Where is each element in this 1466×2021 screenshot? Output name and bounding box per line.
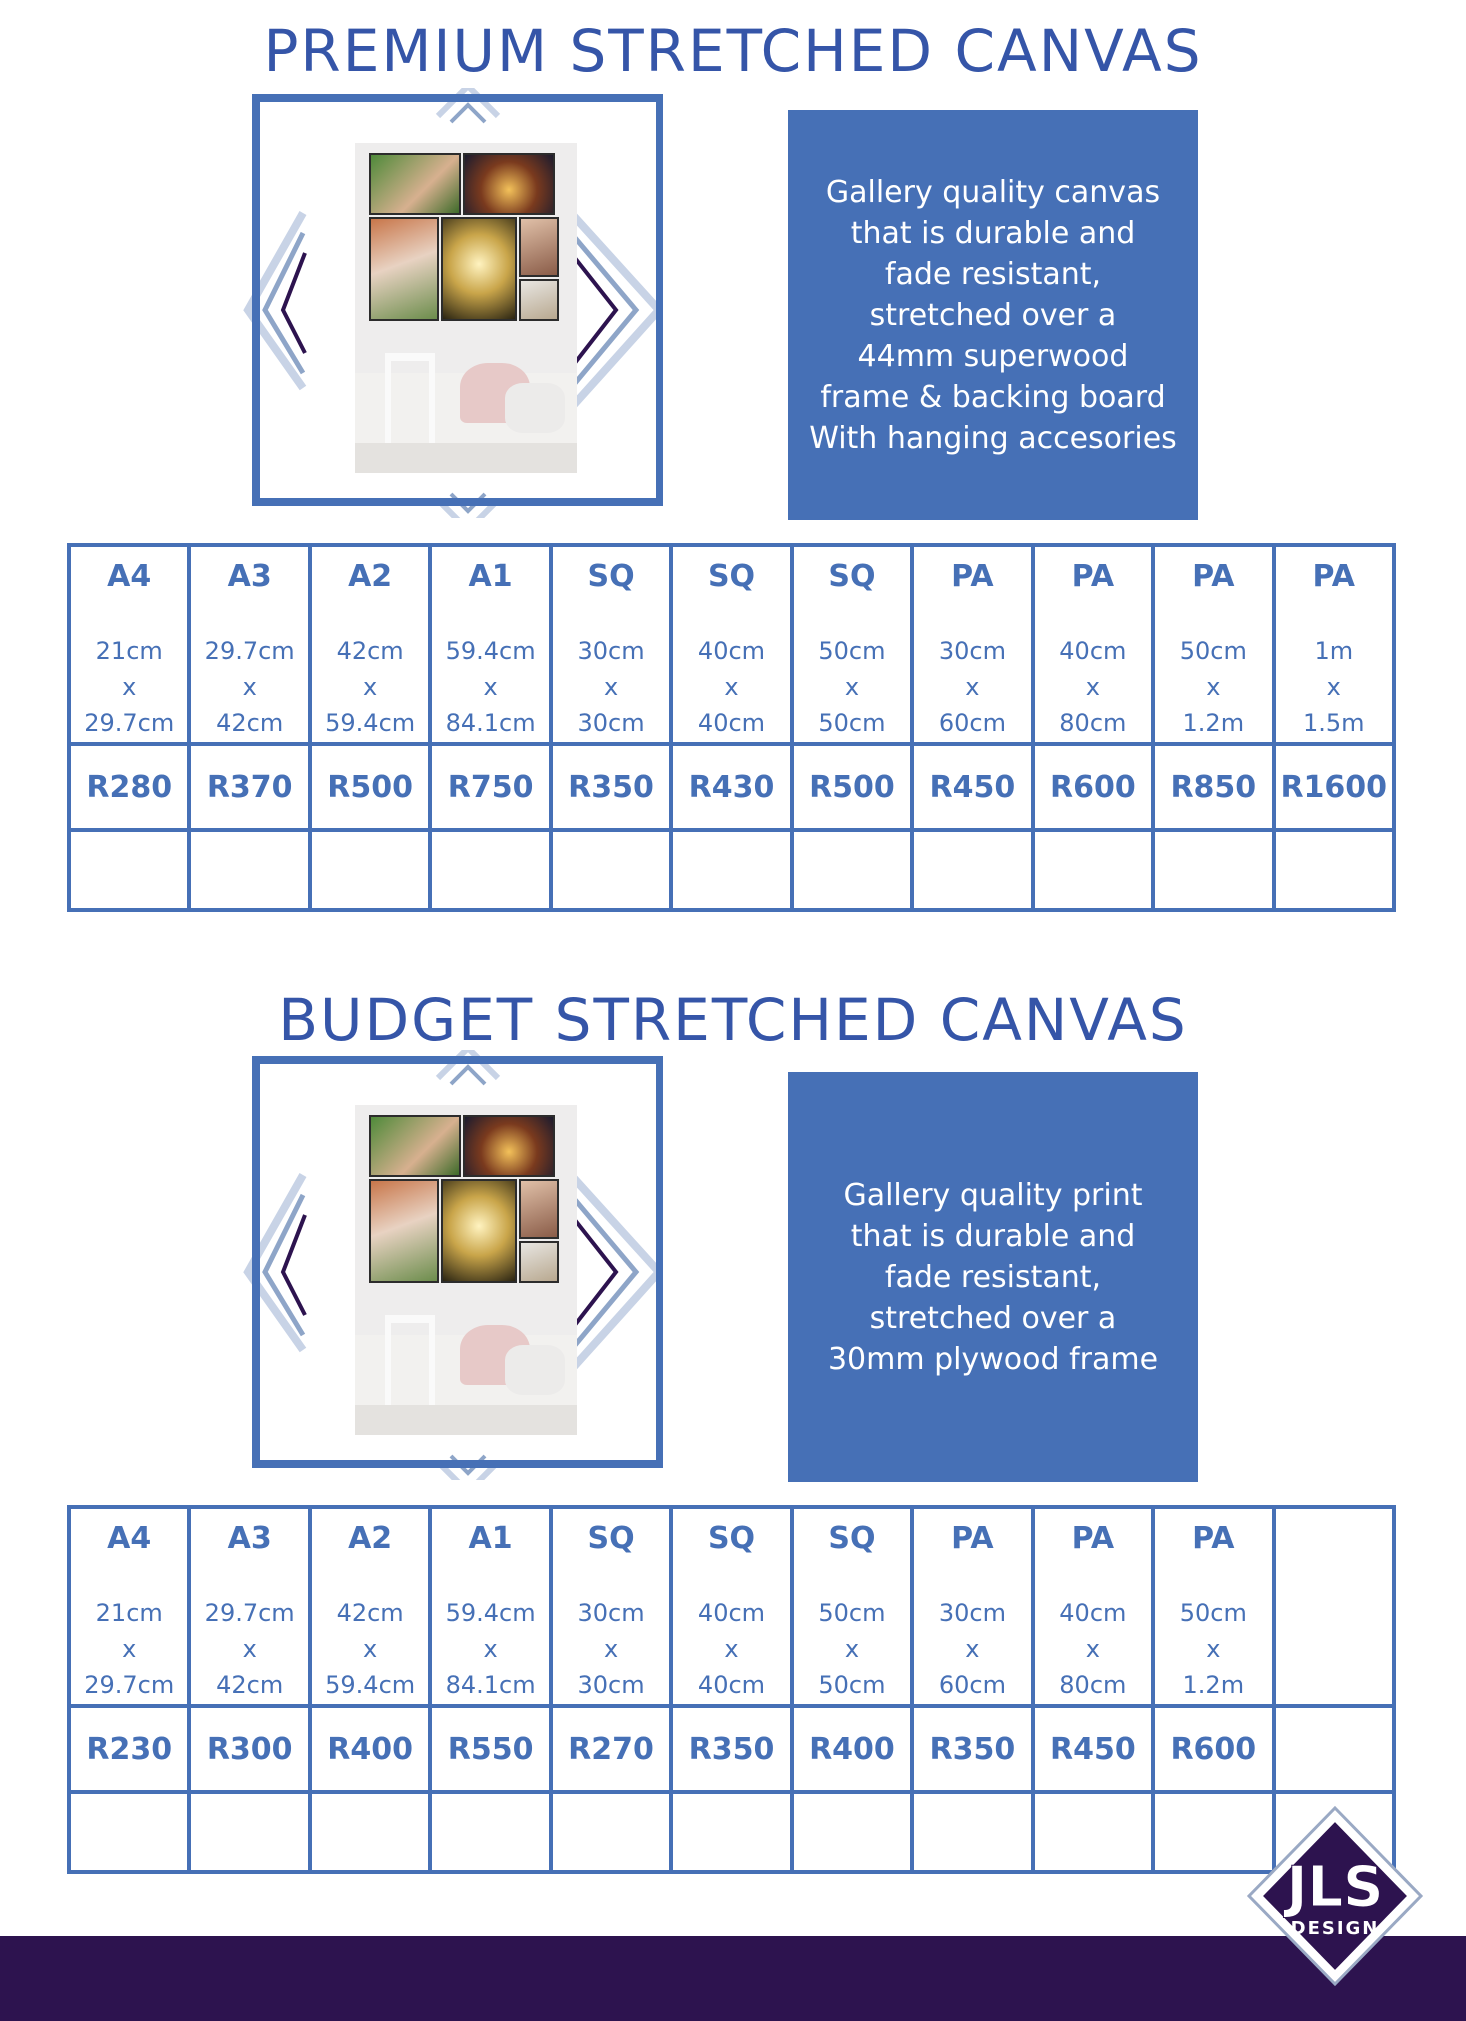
dimension-separator: x	[603, 673, 619, 701]
budget-price-table	[67, 1505, 1396, 1874]
dimension-separator: x	[242, 1635, 257, 1663]
size-cell	[189, 1507, 309, 1706]
empty-cell	[792, 830, 912, 910]
size-cell	[551, 1507, 671, 1706]
dimension-width: 30cm	[938, 1599, 1006, 1627]
size-code: PA	[951, 559, 994, 594]
size-code: A3	[227, 559, 272, 594]
dimension-separator: x	[122, 673, 137, 701]
dimension-height: 50cm	[818, 1671, 886, 1699]
empty-cell	[1033, 830, 1153, 910]
budget-blank-row	[69, 1792, 1394, 1872]
dimension-width: 50cm	[818, 637, 886, 665]
price-cell: R500	[792, 744, 912, 830]
size-cell	[792, 1507, 912, 1706]
size-code: A1	[468, 559, 513, 594]
empty-cell	[1153, 830, 1273, 910]
price-cell: R400	[310, 1706, 430, 1792]
budget-product-frame	[243, 1050, 663, 1480]
size-code: PA	[1071, 1521, 1115, 1556]
size-code: PA	[951, 1521, 994, 1556]
size-code: A4	[107, 1521, 152, 1556]
dimension-separator: x	[483, 1635, 498, 1663]
size-code: SQ	[828, 559, 876, 594]
dimension-separator: x	[483, 673, 498, 701]
size-code: SQ	[707, 559, 756, 594]
budget-size-row	[69, 1507, 1394, 1706]
dimension-height: 30cm	[577, 1671, 645, 1699]
size-code: SQ	[707, 1521, 756, 1556]
price-cell: R350	[671, 1706, 791, 1792]
logo-sub-text: DESIGN	[1290, 1918, 1380, 1939]
dimension-width: 40cm	[1059, 1599, 1127, 1627]
dimension-separator: x	[242, 673, 257, 701]
dimension-width: 50cm	[1179, 637, 1247, 665]
price-cell: R600	[1033, 744, 1153, 830]
dimension-separator: x	[965, 1635, 980, 1663]
size-code: PA	[1192, 1521, 1235, 1556]
dimension-width: 59.4cm	[445, 1599, 536, 1627]
dimension-width: 30cm	[938, 637, 1006, 665]
size-cell	[912, 545, 1032, 744]
size-code: A2	[348, 559, 393, 594]
premium-blank-row	[69, 830, 1394, 910]
dimension-separator: x	[724, 1635, 739, 1663]
dimension-height: 80cm	[1059, 1671, 1127, 1699]
dimension-width: 50cm	[818, 1599, 886, 1627]
budget-description: Gallery quality print that is durable and fade resistant, stretched over a 30mm plywood frame	[827, 1177, 1159, 1377]
price-cell	[1274, 1706, 1394, 1792]
empty-cell	[671, 830, 791, 910]
size-code: PA	[1071, 559, 1115, 594]
empty-cell	[310, 1792, 430, 1872]
dimension-separator: x	[724, 673, 739, 701]
size-cell	[189, 545, 309, 744]
size-cell	[1274, 545, 1394, 744]
price-cell: R1600	[1274, 744, 1394, 830]
empty-cell	[69, 830, 189, 910]
dimension-width: 30cm	[577, 637, 645, 665]
dimension-separator: x	[1085, 1635, 1100, 1663]
dimension-width: 1m	[1314, 637, 1354, 665]
empty-cell	[310, 830, 430, 910]
dimension-height: 50cm	[818, 709, 886, 737]
price-cell: R430	[671, 744, 791, 830]
dimension-width: 30cm	[577, 1599, 645, 1627]
logo-main-text: JLS	[1286, 1855, 1384, 1920]
price-cell: R370	[189, 744, 309, 830]
budget-title: BUDGET STRETCHED CANVAS	[278, 986, 1188, 1054]
price-cell: R450	[912, 744, 1032, 830]
size-cell	[1153, 545, 1273, 744]
price-cell: R230	[69, 1706, 189, 1792]
jls-design-logo-icon	[1245, 1806, 1425, 1986]
dimension-height: 1.2m	[1182, 1671, 1245, 1699]
premium-description-box	[788, 110, 1198, 520]
dimension-height: 1.5m	[1302, 709, 1365, 737]
size-cell	[671, 1507, 791, 1706]
dimension-separator: x	[122, 1635, 137, 1663]
dimension-width: 42cm	[336, 637, 404, 665]
empty-cell	[430, 830, 550, 910]
price-cell: R450	[1033, 1706, 1153, 1792]
dimension-height: 42cm	[216, 709, 284, 737]
dimension-height: 80cm	[1059, 709, 1127, 737]
empty-cell	[69, 1792, 189, 1872]
dimension-height: 30cm	[577, 709, 645, 737]
dimension-separator: x	[363, 1635, 378, 1663]
size-cell	[792, 545, 912, 744]
dimension-height: 29.7cm	[84, 1671, 175, 1699]
size-cell	[310, 1507, 430, 1706]
dimension-width: 40cm	[1059, 637, 1127, 665]
size-code: A3	[227, 1521, 272, 1556]
dimension-height: 40cm	[697, 1671, 766, 1699]
dimension-separator: x	[1326, 673, 1341, 701]
size-code: PA	[1312, 559, 1355, 594]
empty-cell	[189, 830, 309, 910]
premium-description: Gallery quality canvas that is durable and fade resistant, stretched over a 44mm superwood frame & backing board With hanging accesories	[809, 174, 1177, 456]
size-code: A4	[107, 559, 152, 594]
budget-price-row	[69, 1706, 1394, 1792]
empty-cell	[430, 1792, 550, 1872]
dimension-separator: x	[1206, 673, 1221, 701]
size-cell	[69, 545, 189, 744]
empty-cell	[1033, 1792, 1153, 1872]
price-cell: R350	[912, 1706, 1032, 1792]
dimension-width: 21cm	[95, 637, 163, 665]
canvas-wall-photo	[355, 1105, 577, 1435]
empty-cell	[551, 830, 671, 910]
price-cell: R850	[1153, 744, 1273, 830]
dimension-separator: x	[844, 673, 860, 701]
dimension-width: 42cm	[336, 1599, 404, 1627]
dimension-height: 60cm	[938, 709, 1006, 737]
dimension-height: 1.2m	[1182, 709, 1245, 737]
premium-price-row	[69, 744, 1394, 830]
dimension-width: 40cm	[697, 637, 766, 665]
price-cell: R750	[430, 744, 550, 830]
size-cell	[69, 1507, 189, 1706]
dimension-separator: x	[363, 673, 378, 701]
empty-cell	[912, 830, 1032, 910]
empty-cell	[792, 1792, 912, 1872]
dimension-height: 59.4cm	[325, 709, 416, 737]
size-code: SQ	[587, 1521, 635, 1556]
size-code: PA	[1192, 559, 1235, 594]
price-cell: R550	[430, 1706, 550, 1792]
dimension-height: 84.1cm	[445, 709, 536, 737]
price-cell: R500	[310, 744, 430, 830]
dimension-width: 29.7cm	[204, 1599, 295, 1627]
size-code: A2	[348, 1521, 393, 1556]
price-cell: R270	[551, 1706, 671, 1792]
size-cell	[430, 1507, 550, 1706]
price-cell: R400	[792, 1706, 912, 1792]
price-cell: R600	[1153, 1706, 1273, 1792]
dimension-separator: x	[844, 1635, 860, 1663]
dimension-width: 29.7cm	[204, 637, 295, 665]
dimension-height: 29.7cm	[84, 709, 175, 737]
dimension-height: 40cm	[697, 709, 766, 737]
size-cell	[1033, 545, 1153, 744]
dimension-height: 84.1cm	[445, 1671, 536, 1699]
dimension-separator: x	[1206, 1635, 1221, 1663]
premium-title: PREMIUM STRETCHED CANVAS	[263, 17, 1203, 85]
size-cell	[912, 1507, 1032, 1706]
size-cell	[430, 545, 550, 744]
dimension-separator: x	[603, 1635, 619, 1663]
size-code: A1	[468, 1521, 513, 1556]
premium-size-row	[69, 545, 1394, 744]
size-cell	[551, 545, 671, 744]
size-cell	[1033, 1507, 1153, 1706]
dimension-height: 42cm	[216, 1671, 284, 1699]
empty-cell	[189, 1792, 309, 1872]
size-cell	[671, 545, 791, 744]
price-cell: R300	[189, 1706, 309, 1792]
size-cell	[310, 545, 430, 744]
empty-cell	[912, 1792, 1032, 1872]
empty-cell	[551, 1792, 671, 1872]
dimension-separator: x	[1085, 673, 1100, 701]
dimension-width: 50cm	[1179, 1599, 1247, 1627]
size-code: SQ	[587, 559, 635, 594]
size-cell	[1153, 1507, 1273, 1706]
dimension-width: 40cm	[697, 1599, 766, 1627]
empty-cell	[1274, 830, 1394, 910]
premium-price-table	[67, 543, 1396, 912]
size-cell	[1274, 1507, 1394, 1706]
dimension-width: 21cm	[95, 1599, 163, 1627]
size-code: SQ	[828, 1521, 876, 1556]
premium-product-frame	[243, 88, 663, 518]
price-cell: R350	[551, 744, 671, 830]
canvas-wall-photo	[355, 143, 577, 473]
price-cell: R280	[69, 744, 189, 830]
empty-cell	[671, 1792, 791, 1872]
dimension-width: 59.4cm	[445, 637, 536, 665]
dimension-height: 60cm	[938, 1671, 1006, 1699]
dimension-separator: x	[965, 673, 980, 701]
budget-description-box	[788, 1072, 1198, 1482]
dimension-height: 59.4cm	[325, 1671, 416, 1699]
